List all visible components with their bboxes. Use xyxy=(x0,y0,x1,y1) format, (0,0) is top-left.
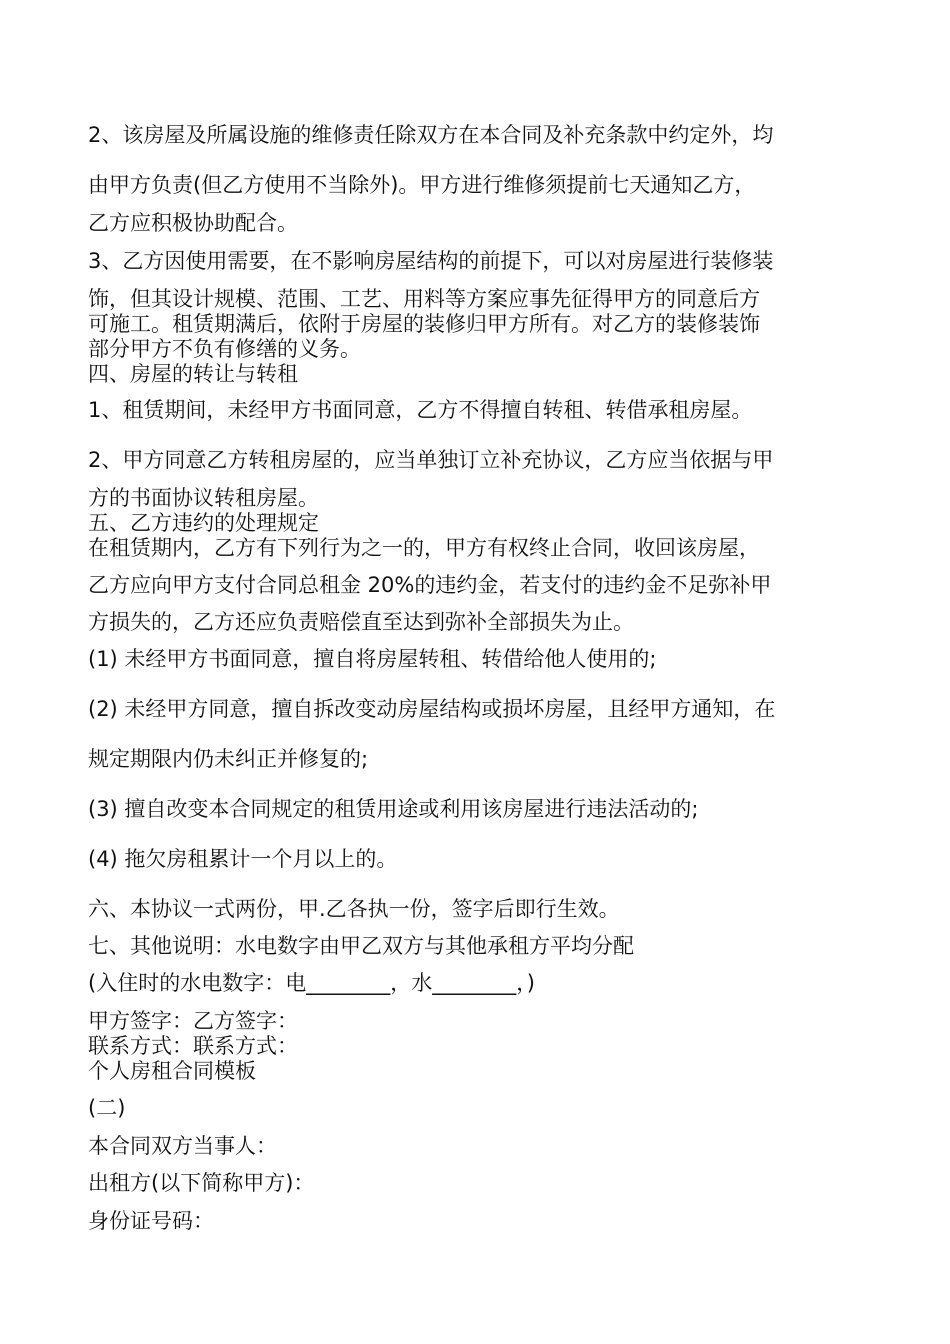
text-line: 规定期限内仍未纠正并修复的; xyxy=(88,747,369,771)
text-line: 本合同双方当事人： xyxy=(88,1134,277,1158)
signature-line: 甲方签字：乙方签字： xyxy=(88,1009,298,1033)
text-line: 饰，但其设计规模、范围、工艺、用料等方案应事先征得甲方的同意后方 xyxy=(88,287,760,311)
text-line: (二) xyxy=(88,1096,126,1120)
text-line: 方损失的，乙方还应负责赔偿直至达到弥补全部损失为止。 xyxy=(88,610,634,634)
contact-line: 联系方式：联系方式： xyxy=(88,1034,298,1058)
text-line: 六、本协议一式两份，甲.乙各执一份，签字后即行生效。 xyxy=(88,897,620,921)
text-line: 乙方应向甲方支付合同总租金 20%的违约金，若支付的违约金不足弥补甲 xyxy=(88,573,772,597)
text-line: 2、该房屋及所属设施的维修责任除双方在本合同及补充条款中约定外，均 xyxy=(88,123,774,147)
list-item: (4) 拖欠房租累计一个月以上的。 xyxy=(88,847,398,871)
text-line: 七、其他说明：水电数字由甲乙双方与其他承租方平均分配 xyxy=(88,934,634,958)
list-item: (1) 未经甲方书面同意，擅自将房屋转租、转借给他人使用的; xyxy=(88,647,657,671)
text-line: 乙方应积极协助配合。 xyxy=(88,211,298,235)
text-line: 由甲方负责(但乙方使用不当除外)。甲方进行维修须提前七天通知乙方， xyxy=(88,173,756,197)
text-line: 身份证号码： xyxy=(88,1209,214,1233)
text-line: 部分甲方不负有修缮的义务。 xyxy=(88,337,361,361)
text-line: 可施工。租赁期满后，依附于房屋的装修归甲方所有。对乙方的装修装饰 xyxy=(88,312,760,336)
text-line: 方的书面协议转租房屋。 xyxy=(88,486,319,510)
text-line: 在租赁期内，乙方有下列行为之一的，甲方有权终止合同，收回该房屋， xyxy=(88,536,760,560)
section-heading: 五、乙方违约的处理规定 xyxy=(88,511,319,535)
section-heading: 四、房屋的转让与转租 xyxy=(88,362,298,386)
text-line: 1、租赁期间，未经甲方书面同意，乙方不得擅自转租、转借承租房屋。 xyxy=(88,398,753,422)
list-item: (2) 未经甲方同意，擅自拆改变动房屋结构或损坏房屋，且经甲方通知，在 xyxy=(88,697,776,721)
text-line: 3、乙方因使用需要，在不影响房屋结构的前提下，可以对房屋进行装修装 xyxy=(88,249,774,273)
text-line: (入住时的水电数字：电________，水________，) xyxy=(88,971,535,995)
text-line: 2、甲方同意乙方转租房屋的，应当单独订立补充协议，乙方应当依据与甲 xyxy=(88,448,774,472)
list-item: (3) 擅自改变本合同规定的租赁用途或利用该房屋进行违法活动的; xyxy=(88,797,699,821)
text-line: 出租方(以下简称甲方)： xyxy=(88,1171,315,1195)
document-title: 个人房租合同模板 xyxy=(88,1059,256,1083)
